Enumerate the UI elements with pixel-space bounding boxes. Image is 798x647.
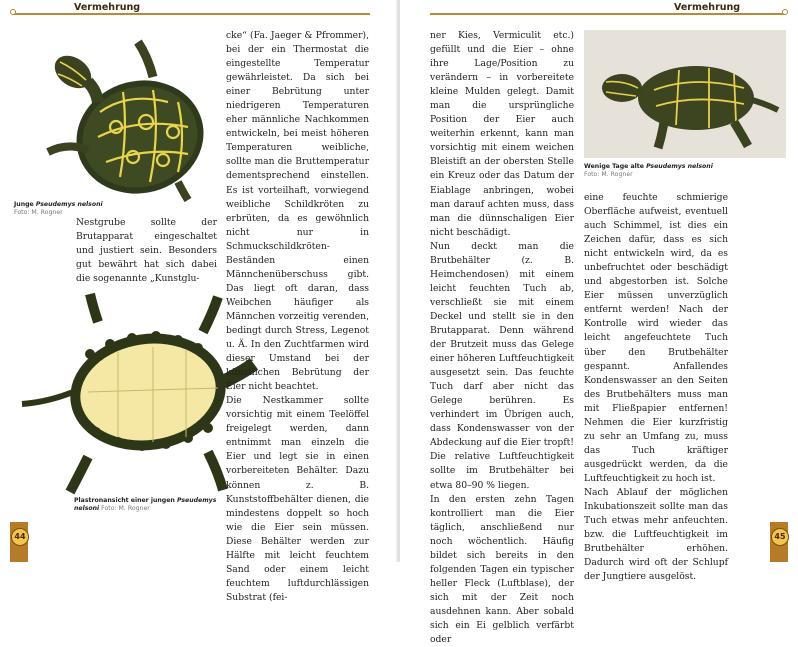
right-caption-credit: Foto: M. Rogner xyxy=(584,171,633,178)
left-header-dot xyxy=(10,9,16,15)
caption-top-species: Pseudemys nelsoni xyxy=(35,201,103,208)
right-col-a-paragraph-2: Nun deckt man die Brutbehälter (z. B. Heimchendosen) mit einem leicht feuchten Tuch ab, verschließt sie mit einem Deckel und stellt sie in den Brutapparat. Denn während der Brutzeit muss das Gelege einer höheren Luftfeuchtigkeit ausgesetzt sein. Das feuchte Tuch darf aber nicht das Gelege berühren. Es verhindert im Übrigen auch, dass Kondenswasser von der Abdeckung auf die Eier tropft! Die relative Luftfeuchtigkeit sollte im Brutbehälter bei etwa 80–90 % liegen. xyxy=(430,240,574,491)
turtle-dorsal-photo xyxy=(28,32,226,202)
right-column-a xyxy=(430,29,574,647)
right-col-a-paragraph-3: In den ersten zehn Tagen kontrolliert man die Eier täglich, anschließend nur noch wöchentlich. Häufig bildet sich bereits in den folgenden Tagen ein typischer heller Fleck (Luftblase), der sich mit der Zeit noch ausdehnen kann. Aber sobald sich ein Ei gelblich verfärbt oder xyxy=(430,493,574,646)
right-caption xyxy=(584,163,734,179)
left-header-title: Vermehrung xyxy=(74,2,141,13)
left-page xyxy=(0,0,398,603)
right-caption-prefix: Wenige Tage alte xyxy=(584,163,647,170)
right-caption-species: Pseudemys nelsoni xyxy=(646,163,713,170)
right-header-title: Vermehrung xyxy=(674,2,741,13)
left-col-b-paragraph-1: cke“ (Fa. Jaeger & Pfrommer), bei der ein Thermostat die eingestellte Temperatur gewährleistet. Da sich bei einer Bebrütung unter niedrigeren Temperaturen eher männliche Nachkommen entwickeln, bei meist höheren Temperaturen weibliche, sollte man die Bruttemperatur dementsprechend einstellen. Es ist vorteilhaft, vorwiegend weibliche Schildkröten zu erbrüten, da es gewöhnlich nicht nur in Schmuckschildkröten-Beständen einen Männchenüberschuss gibt. Das liegt oft daran, dass Weibchen häufiger als Männchen vorzeitig verenden, bedingt durch Stress, Legenot u. Ä. In den Zuchtfarmen wird dieser Umstand bei der künstlichen Bebrütung der Eier nicht beachtet. xyxy=(226,30,369,393)
caption-top-credit: Foto: M. Rogner xyxy=(14,209,63,216)
left-column-b xyxy=(226,29,369,605)
right-page xyxy=(400,0,798,646)
caption-top-prefix: Junge xyxy=(14,201,36,208)
right-page-number: 45 xyxy=(771,528,789,546)
right-column-b xyxy=(584,191,728,584)
right-header-rule xyxy=(430,13,786,15)
caption-bottom-species1: Pseudemys xyxy=(177,497,217,504)
left-col-b-paragraph-2: Die Nestkammer sollte vorsichtig mit einem Teelöffel freigelegt werden, dann entnimmt man einzeln die Eier und legt sie in einen vorbereiteten Behälter. Dazu können z. B. Kunststoffbehälter dienen, die mindestens doppelt so hoch wie die Eier sein müssen. Diese Behälter werden zur Hälfte mit leicht feuchtem Sand oder einem leicht feuchtem luftdurchlässigen Substrat (fei- xyxy=(226,395,369,603)
turtle-plastron-photo xyxy=(18,292,258,498)
left-header-rule xyxy=(14,13,370,15)
caption-bottom-credit: Foto: M. Rogner xyxy=(101,505,150,512)
right-col-b-paragraph-2: Nach Ablauf der möglichen Inkubationszeit sollte man das Tuch etwas mehr anfeuchten. bzw. die Luftfeuchtigkeit im Brutbehälter erhöhen. Dadurch wird oft der Schlupf der Jungtiere ausgelöst. xyxy=(584,486,728,583)
turtle-hatchling-photo xyxy=(584,30,786,158)
left-caption-bottom xyxy=(74,497,234,513)
left-caption-top xyxy=(14,201,154,217)
right-col-a-paragraph-1: ner Kies, Vermiculit etc.) gefüllt und die Eier – ohne ihre Lage/Position zu verändern – in vorbereitete kleine Mulden gelegt. Damit man die ursprüngliche Position der Eier auch weiterhin erkennt, kann man vorsichtig mit einem weichen Bleistift an der obersten Stelle ein Kreuz oder das Datum der Eiablage anbringen, wobei man darauf achten muss, dass man die dünnschaligen Eier nicht beschädigt. xyxy=(430,30,574,238)
left-page-number: 44 xyxy=(11,528,29,546)
right-col-b-paragraph-1: eine feuchte schmierige Oberfläche aufweist, eventuell auch Schimmel, ist dies ein Zeichen dafür, dass es sich nicht entwickeln wird, da es unbefruchtet oder beschädigt und abgestorben ist. Solche Eier müssen unverzüglich entfernt werden! Nach der Kontrolle wird wieder das leicht angefeuchtete Tuch über den Brutbehälter gespannt. Anfallendes Kondenswasser an den Seiten des Brutbehälters muss man mit Fließpapier entfernen! Nehmen die Eier kurzfristig zu sehr an Umfang zu, muss das Tuch kräftiger ausgedrückt werden, da die Luftfeuchtigkeit zu hoch ist. xyxy=(584,192,728,484)
left-col-a-paragraph: Nestgrube sollte der Brutapparat eingeschaltet und justiert sein. Besonders gut bewährt hat sich dabei die sogenannte „Kunstglu- xyxy=(76,217,217,285)
right-header-dot xyxy=(782,9,788,15)
left-column-a xyxy=(76,216,217,286)
caption-bottom-prefix: Plastronansicht einer jungen xyxy=(74,497,177,504)
caption-bottom-species2: nelsoni xyxy=(74,505,100,512)
